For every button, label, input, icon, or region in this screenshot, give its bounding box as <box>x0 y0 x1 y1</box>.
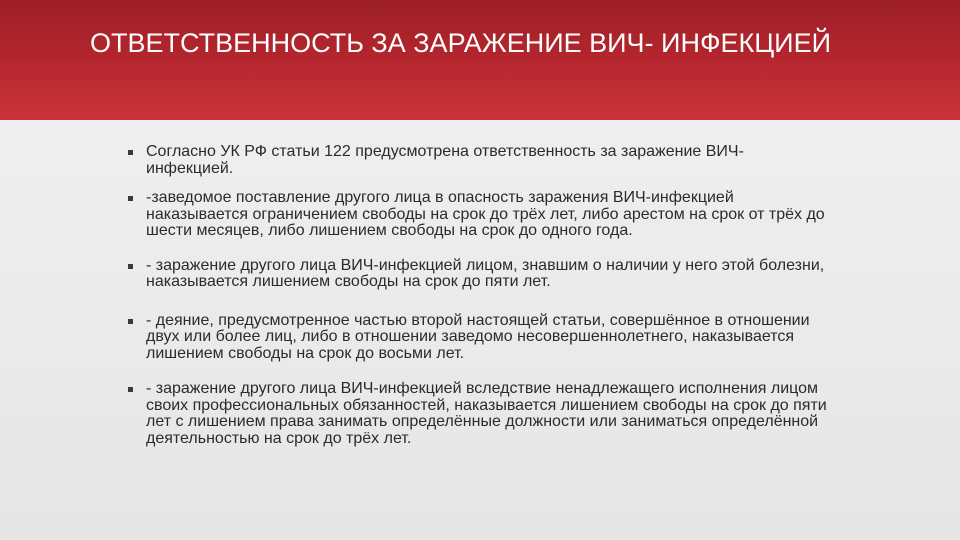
bullet-text: - заражение другого лица ВИЧ-инфекцией вследствие ненадлежащего исполнения лицом своих профессиональных обязанностей, наказывается лишением свободы на срок до пяти лет с лишением права занимать определённые должности или заниматься определённой деятельностью на срок до трёх лет. <box>146 380 827 447</box>
bullet-text: Согласно УК РФ статьи 122 предусмотрена ответственность за заражение ВИЧ-инфекцией. <box>146 143 744 177</box>
square-bullet-icon <box>128 196 133 201</box>
bullet-item <box>128 144 828 177</box>
square-bullet-icon <box>128 264 133 269</box>
square-bullet-icon <box>128 387 133 392</box>
title-banner <box>0 0 960 120</box>
bullet-list <box>128 144 828 447</box>
bullet-item <box>128 190 828 240</box>
bullet-item <box>128 313 828 363</box>
bullet-item <box>128 258 828 291</box>
bullet-text: -заведомое поставление другого лица в опасность заражения ВИЧ-инфекцией наказывается ограничением свободы на срок до трёх лет, либо арестом на срок от трёх до шести месяцев, либо лишением свободы на срок до одного года. <box>146 189 825 239</box>
square-bullet-icon <box>128 150 133 155</box>
bullet-item <box>128 381 828 447</box>
bullet-text: - заражение другого лица ВИЧ-инфекцией лицом, знавшим о наличии у него этой болезни, наказывается лишением свободы на срок до пяти лет. <box>146 256 825 290</box>
slide-title: ОТВЕТСТВЕННОСТЬ ЗА ЗАРАЖЕНИЕ ВИЧ- ИНФЕКЦИЕЙ <box>90 28 831 58</box>
square-bullet-icon <box>128 319 133 324</box>
bullet-text: - деяние, предусмотренное частью второй настоящей статьи, совершённое в отношении двух или более лиц, либо в отношении заведомо несовершеннолетнего, наказывается лишением свободы на срок до восьми лет. <box>146 311 810 362</box>
